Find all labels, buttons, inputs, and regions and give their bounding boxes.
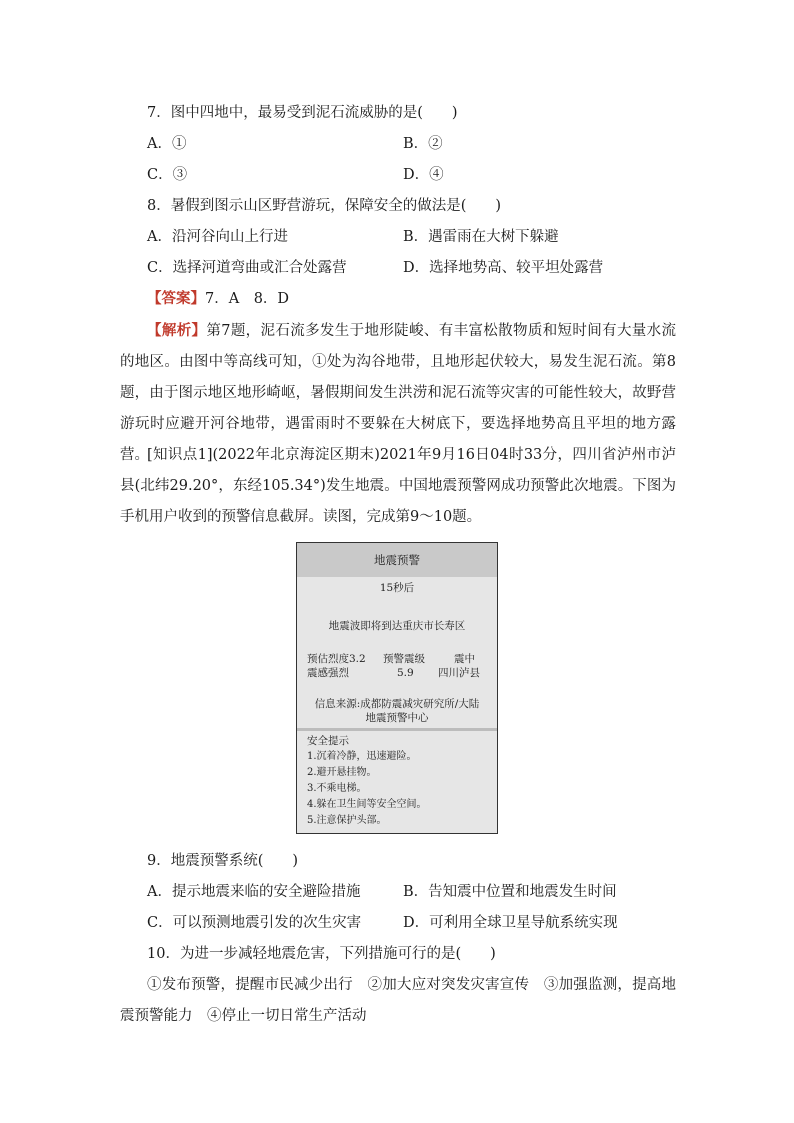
q7-option-c: C．③ bbox=[147, 167, 188, 183]
tips-title: 安全提示 bbox=[307, 735, 349, 747]
warning-message: 地震波即将到达重庆市长寿区 bbox=[328, 620, 466, 632]
q8-option-a: A．沿河谷向山上行进 bbox=[147, 229, 288, 245]
divider bbox=[297, 728, 497, 731]
source-line-2: 地震预警中心 bbox=[365, 712, 429, 724]
q8-option-b: B．遇雷雨在大树下躲避 bbox=[403, 229, 559, 245]
question-9-stem: 9．地震预警系统( ) bbox=[147, 853, 299, 869]
magnitude-value: 5.9 bbox=[397, 667, 414, 679]
tip-item: 1.沉着冷静，迅速避险。 bbox=[307, 751, 417, 762]
q9-option-d: D．可利用全球卫星导航系统实现 bbox=[403, 915, 618, 931]
answer-tag: 【答案】 bbox=[147, 290, 205, 307]
q9-option-a: A．提示地震来临的安全避险措施 bbox=[147, 884, 361, 900]
intensity-desc: 震感强烈 bbox=[307, 667, 349, 679]
question-8-stem: 8．暑假到图示山区野营游玩，保障安全的做法是( ) bbox=[147, 198, 502, 214]
knowledge-paragraph: [知识点1](2022年北京海淀区期末)2021年9月16日04时33分，四川省泸州市泸县(北纬29.20°，东经105.34°)发生地震。中国地震预警网成功预警此次地震。下图为手机用户收到的预警信息截屏。读图，完成第9～10题。 bbox=[120, 447, 676, 525]
q7-option-a: A．① bbox=[147, 136, 187, 152]
q9-option-c: C．可以预测地震引发的次生灾害 bbox=[147, 915, 362, 931]
answer-text: 7．A 8．D bbox=[205, 291, 290, 307]
q10-statements: ①发布预警，提醒市民减少出行 ②加大应对突发灾害宣传 ③加强监测，提高地震预警能力 ④停止一切日常生产活动 bbox=[120, 977, 676, 1024]
magnitude-label: 预警震级 bbox=[383, 653, 425, 665]
intensity-label: 预估烈度3.2 bbox=[307, 653, 366, 665]
tip-item: 4.躲在卫生间等安全空间。 bbox=[307, 799, 427, 810]
q8-option-c: C．选择河道弯曲或汇合处露营 bbox=[147, 260, 347, 276]
q8-option-d: D．选择地势高、较平坦处露营 bbox=[403, 260, 604, 276]
analysis-text: 第7题，泥石流多发生于地形陡峻、有丰富松散物质和短时间有大量水流的地区。由图中等高线可知，①处为沟谷地带，且地形起伏较大，易发生泥石流。第8题，由于图示地区地形崎岖，暑假期间发生洪涝和泥石流等灾害的可能性较大，故野营游玩时应避开河谷地带，遇雷雨时不要躲在大树底下，要选择地势高且平坦的地方露营。 bbox=[120, 323, 676, 463]
warning-header: 地震预警 bbox=[297, 543, 497, 577]
q7-option-b: B．② bbox=[403, 136, 443, 152]
analysis-tag: 【解析】 bbox=[147, 322, 207, 339]
epicenter-label: 震中 bbox=[454, 653, 475, 665]
q9-option-b: B．告知震中位置和地震发生时间 bbox=[403, 884, 617, 900]
question-7-stem: 7．图中四地中，最易受到泥石流威胁的是( ) bbox=[147, 105, 458, 121]
answer-line bbox=[147, 289, 289, 309]
tip-item: 2.避开悬挂物。 bbox=[307, 767, 377, 778]
tip-item: 5.注意保护头部。 bbox=[307, 815, 387, 826]
q7-option-d: D．④ bbox=[403, 167, 444, 183]
countdown-text: 15秒后 bbox=[379, 582, 415, 594]
question-10-stem: 10．为进一步减轻地震危害，下列措施可行的是( ) bbox=[147, 946, 496, 962]
source-line-1: 信息来源:成都防震减灾研究所/大陆 bbox=[314, 698, 480, 710]
epicenter-value: 四川泸县 bbox=[438, 667, 480, 679]
tip-item: 3.不乘电梯。 bbox=[307, 783, 367, 794]
earthquake-warning-screenshot bbox=[296, 542, 498, 834]
